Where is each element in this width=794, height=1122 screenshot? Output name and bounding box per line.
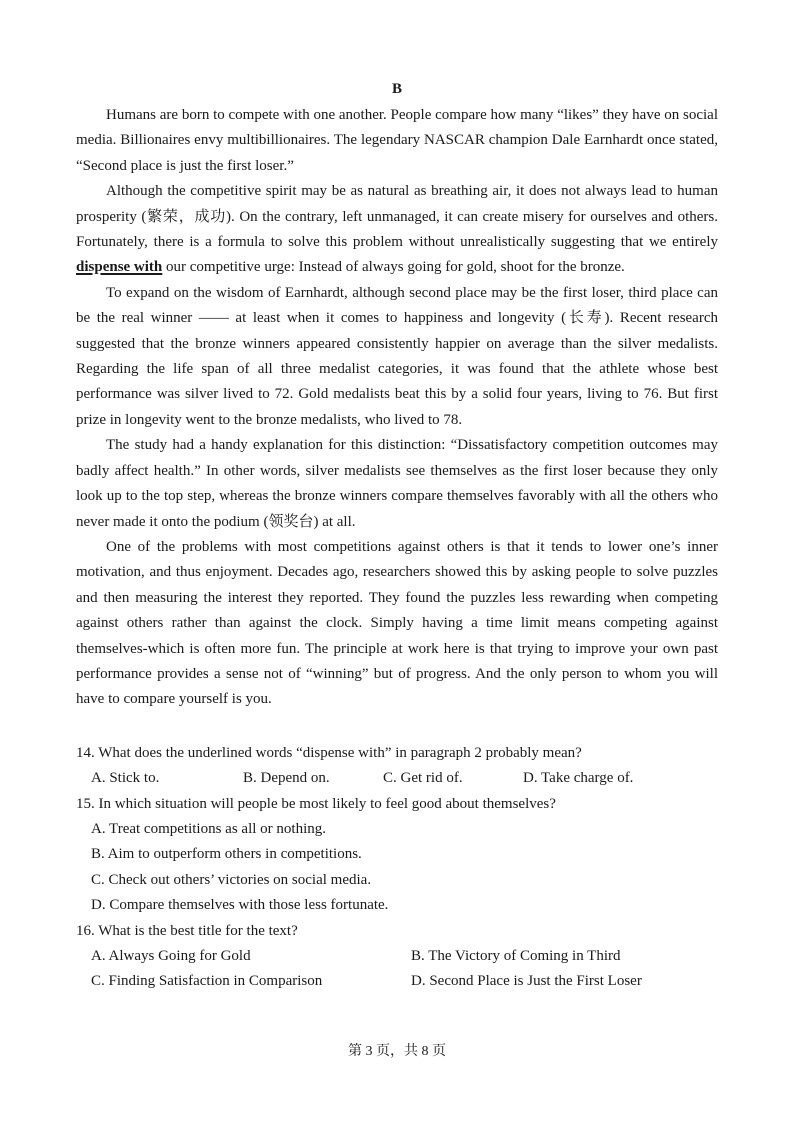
- options-row: [76, 969, 718, 994]
- option-a: A. Always Going for Gold: [91, 948, 251, 964]
- paragraph-2-after: our competitive urge: Instead of always going for gold, shoot for the bronze.: [162, 259, 625, 276]
- option-b: B. Aim to outperform others in competitions.: [91, 846, 362, 863]
- options-row: [76, 944, 718, 969]
- paragraph-4: The study had a handy explanation for this distinction: “Dissatisfactory competition outcomes may badly affect health.” In other words, silver medalists see themselves as the first loser because they only look up to the top step, whereas the bronze winners compare themselves favorably with all the others who never made it onto the podium (领奖台) at all.: [76, 437, 718, 530]
- paragraph-2-before: Although the competitive spirit may be as natural as breathing air, it does not always lead to human prosperity (繁荣，成功). On the contrary, left unmanaged, it can create misery for ourselves and others. Fortunately, there is a formula to solve this problem without unrealistically suggesting that we entirely: [76, 183, 718, 251]
- question-16: [76, 919, 718, 995]
- paragraph-1: Humans are born to compete with one another. People compare how many “likes” they have on social media. Billionaires envy multibillionaires. The legendary NASCAR champion Dale Earnhardt once stated, “Second place is just the first loser.”: [76, 107, 718, 174]
- questions-section: [76, 741, 718, 995]
- paragraph-2: [76, 179, 718, 281]
- document-page: [76, 78, 718, 995]
- question-stem: 14. What does the underlined words “dispense with” in paragraph 2 probably mean?: [76, 744, 582, 761]
- option-d: D. Second Place is Just the First Loser: [411, 973, 642, 990]
- underlined-phrase: dispense with: [76, 259, 163, 276]
- option-c: C. Check out others’ victories on social media.: [91, 871, 372, 888]
- option-d: D. Compare themselves with those less fortunate.: [91, 897, 389, 914]
- option-d: D. Take charge of.: [523, 770, 634, 787]
- options-row: [76, 766, 718, 791]
- question-14: [76, 741, 718, 792]
- option-a: A. Treat competitions as all or nothing.: [91, 820, 326, 837]
- option-c: C. Get rid of.: [383, 770, 463, 787]
- question-stem: 15. In which situation will people be most likely to feel good about themselves?: [76, 795, 556, 812]
- section-heading: B: [391, 81, 402, 97]
- question-15: [76, 792, 718, 919]
- option-b: B. Depend on.: [243, 770, 330, 787]
- question-stem: 16. What is the best title for the text?: [76, 922, 298, 939]
- option-c: C. Finding Satisfaction in Comparison: [91, 973, 323, 990]
- paragraph-5: One of the problems with most competitions against others is that it tends to lower one’s inner motivation, and thus enjoyment. Decades ago, researchers showed this by asking people to solve puzzles and then measuring the interest they reported. They found the puzzles less rewarding when competing against others rather than against the clock. Simply having a time limit means competing against themselves-which is often more fun. The principle at work here is that trying to improve your own past performance provides a sense not of “winning” but of progress. And the only person to whom you will have to compare yourself is you.: [76, 538, 718, 708]
- option-a: A. Stick to.: [91, 770, 160, 787]
- option-b: B. The Victory of Coming in Third: [411, 948, 621, 964]
- paragraph-3: To expand on the wisdom of Earnhardt, although second place may be the first loser, third place can be the real winner —— at least when it comes to happiness and longevity (长寿). Recent research suggested that the bronze winners appeared consistently happier on average than the silver medalists. Regarding the life span of all three medalist categories, it was found that the athlete whose best performance was silver lived to 72. Gold medalists beat this by a solid four years, living to 76. But first prize in longevity went to the bronze medalists, who lived to 78.: [76, 284, 718, 428]
- page-footer: 第 3 页，共 8 页: [348, 1044, 446, 1059]
